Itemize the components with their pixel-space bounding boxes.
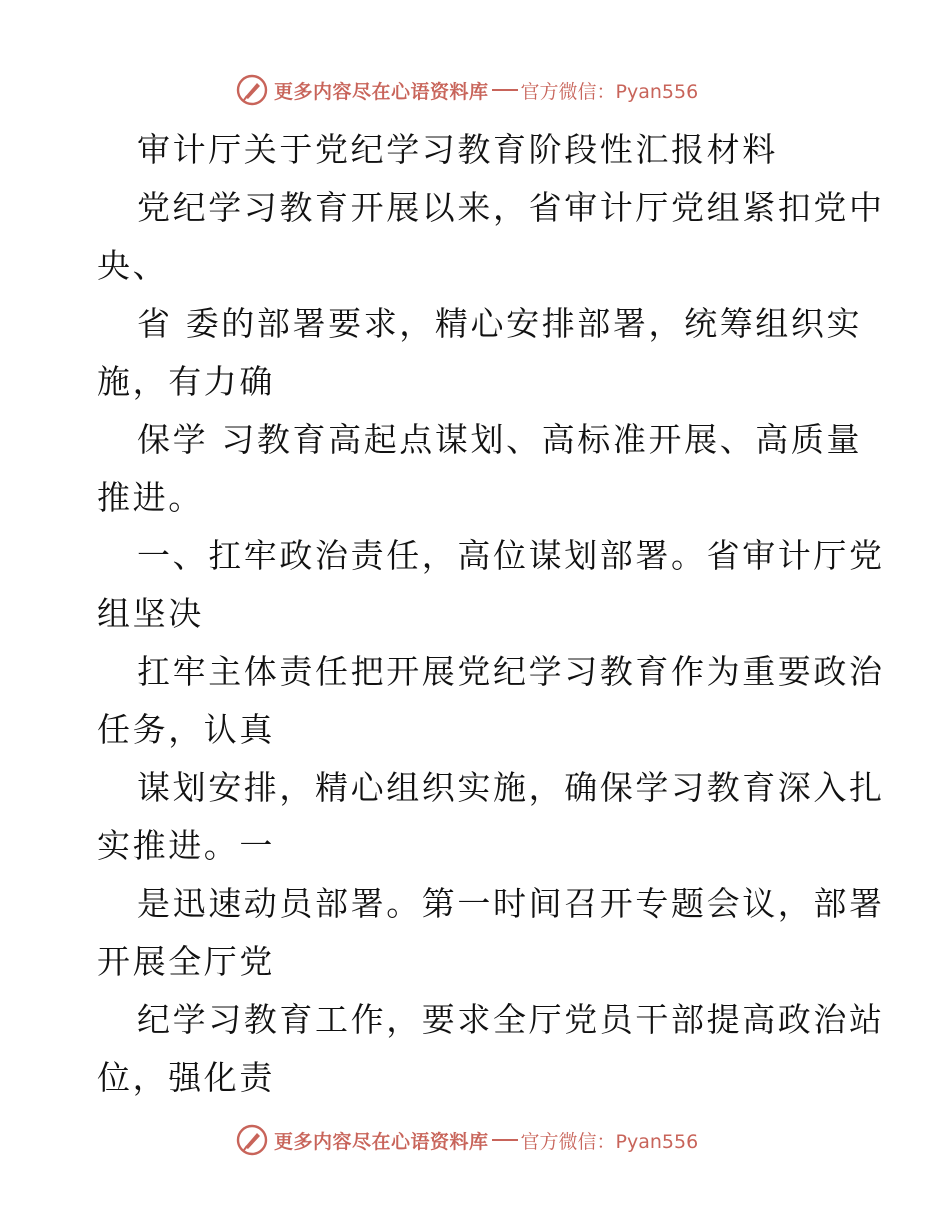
paragraph-line: 推进。	[97, 478, 204, 517]
paragraph-line: 纪学习教育工作，要求全厅党员干部提高政治站	[137, 1000, 885, 1039]
banner-contact-text: 官方微信：Pyan556	[520, 1130, 699, 1153]
header-banner	[236, 73, 698, 107]
paragraph-line: 开展全厅党	[97, 942, 275, 981]
paragraph-line: 党纪学习教育开展以来，省审计厅党组紧扣党中	[137, 188, 885, 227]
banner-brand-text: 更多内容尽在心语资料库	[274, 80, 489, 103]
quill-seal-icon	[236, 74, 268, 106]
paragraph-line: 施，有力确	[97, 362, 275, 401]
quill-seal-icon	[236, 1124, 268, 1156]
banner-dash	[492, 89, 518, 91]
paragraph-line: 是迅速动员部署。第一时间召开专题会议，部署	[137, 884, 885, 923]
paragraph-line: 扛牢主体责任把开展党纪学习教育作为重要政治	[137, 652, 885, 691]
paragraph-line: 位，强化责	[97, 1058, 275, 1097]
footer-banner	[236, 1123, 698, 1157]
banner-dash	[492, 1139, 518, 1141]
banner-brand-text: 更多内容尽在心语资料库	[274, 1130, 489, 1153]
paragraph-line: 谋划安排，精心组织实施，确保学习教育深入扎	[137, 768, 885, 807]
paragraph-line: 保学 习教育高起点谋划、高标准开展、高质量	[137, 420, 863, 459]
banner-contact-text: 官方微信：Pyan556	[520, 80, 699, 103]
paragraph-line: 任务，认真	[97, 710, 275, 749]
paragraph-line: 一、扛牢政治责任，高位谋划部署。省审计厅党	[137, 536, 885, 575]
document-title: 审计厅关于党纪学习教育阶段性汇报材料	[137, 130, 778, 169]
paragraph-line: 组坚决	[97, 594, 204, 633]
paragraph-line: 央、	[97, 246, 169, 285]
paragraph-line: 省 委的部署要求，精心安排部署，统筹组织实	[137, 304, 863, 343]
paragraph-line: 实推进。一	[97, 826, 275, 865]
